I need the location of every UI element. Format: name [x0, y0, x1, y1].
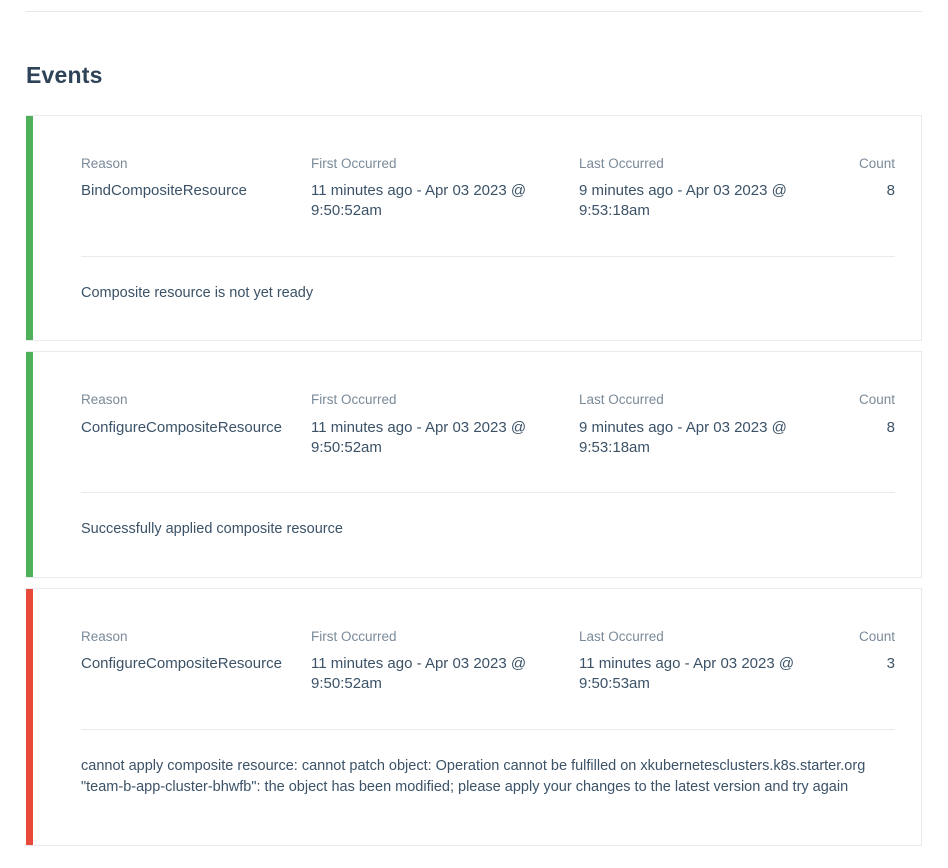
reason-label: Reason: [81, 156, 128, 171]
event-reason-column: [81, 392, 311, 437]
page-top-divider: [26, 11, 922, 12]
count-label: Count: [858, 392, 895, 408]
event-card-body: [33, 589, 921, 845]
event-last-occurred-column: [579, 156, 805, 222]
first-occurred-label: First Occurred: [311, 392, 397, 408]
event-message: Composite resource is not yet ready: [81, 284, 314, 301]
reason-value: ConfigureCompositeResource: [81, 655, 282, 673]
event-card-body: [33, 352, 921, 576]
first-occurred-value: 11 minutes ago - Apr 03 2023 @ 9:50:52am: [311, 418, 527, 456]
last-occurred-value: 9 minutes ago - Apr 03 2023 @ 9:53:18am: [579, 182, 787, 220]
severity-accent-bar: [26, 352, 33, 576]
event-message: cannot apply composite resource: cannot patch object: Operation cannot be fulfilled on xkubernetesclusters.k8s.starter.org "team-b-app-cluster-bhwfb": the object has been modified; please apply your changes to the latest version and try again: [81, 757, 866, 796]
event-card[interactable]: [26, 115, 922, 341]
severity-accent-bar: [26, 116, 33, 340]
event-last-occurred-column: [579, 629, 805, 695]
event-count-column: [805, 392, 895, 437]
event-last-occurred-column: [579, 392, 805, 458]
last-occurred-value: 11 minutes ago - Apr 03 2023 @ 9:50:53am: [579, 655, 795, 693]
event-message: Successfully applied composite resource: [81, 521, 343, 538]
count-value: 8: [886, 182, 895, 200]
event-meta-grid: [81, 156, 895, 222]
last-occurred-label: Last Occurred: [579, 628, 664, 644]
first-occurred-value: 11 minutes ago - Apr 03 2023 @ 9:50:52am: [311, 182, 527, 220]
reason-value: ConfigureCompositeResource: [81, 418, 282, 436]
reason-label: Reason: [81, 392, 128, 408]
event-meta-grid: [81, 629, 895, 695]
event-card-body: [33, 116, 921, 340]
count-value: 8: [886, 418, 895, 436]
reason-value: BindCompositeResource: [81, 182, 247, 200]
first-occurred-value: 11 minutes ago - Apr 03 2023 @ 9:50:52am: [311, 655, 527, 693]
event-reason-column: [81, 629, 311, 674]
event-first-occurred-column: [311, 156, 579, 222]
event-card[interactable]: [26, 351, 922, 577]
event-reason-column: [81, 156, 311, 201]
first-occurred-label: First Occurred: [311, 156, 397, 171]
reason-label: Reason: [81, 628, 128, 644]
last-occurred-value: 9 minutes ago - Apr 03 2023 @ 9:53:18am: [579, 418, 787, 456]
event-first-occurred-column: [311, 392, 579, 458]
event-meta-grid: [81, 392, 895, 458]
count-label: Count: [858, 628, 895, 644]
event-first-occurred-column: [311, 629, 579, 695]
events-list: [26, 115, 922, 856]
count-label: Count: [858, 156, 895, 171]
count-value: 3: [886, 655, 895, 673]
page-title: Events: [26, 62, 103, 88]
event-count-column: [805, 629, 895, 674]
last-occurred-label: Last Occurred: [579, 156, 664, 171]
event-count-column: [805, 156, 895, 201]
event-card[interactable]: [26, 588, 922, 846]
severity-accent-bar: [26, 589, 33, 845]
last-occurred-label: Last Occurred: [579, 392, 664, 408]
first-occurred-label: First Occurred: [311, 628, 397, 644]
